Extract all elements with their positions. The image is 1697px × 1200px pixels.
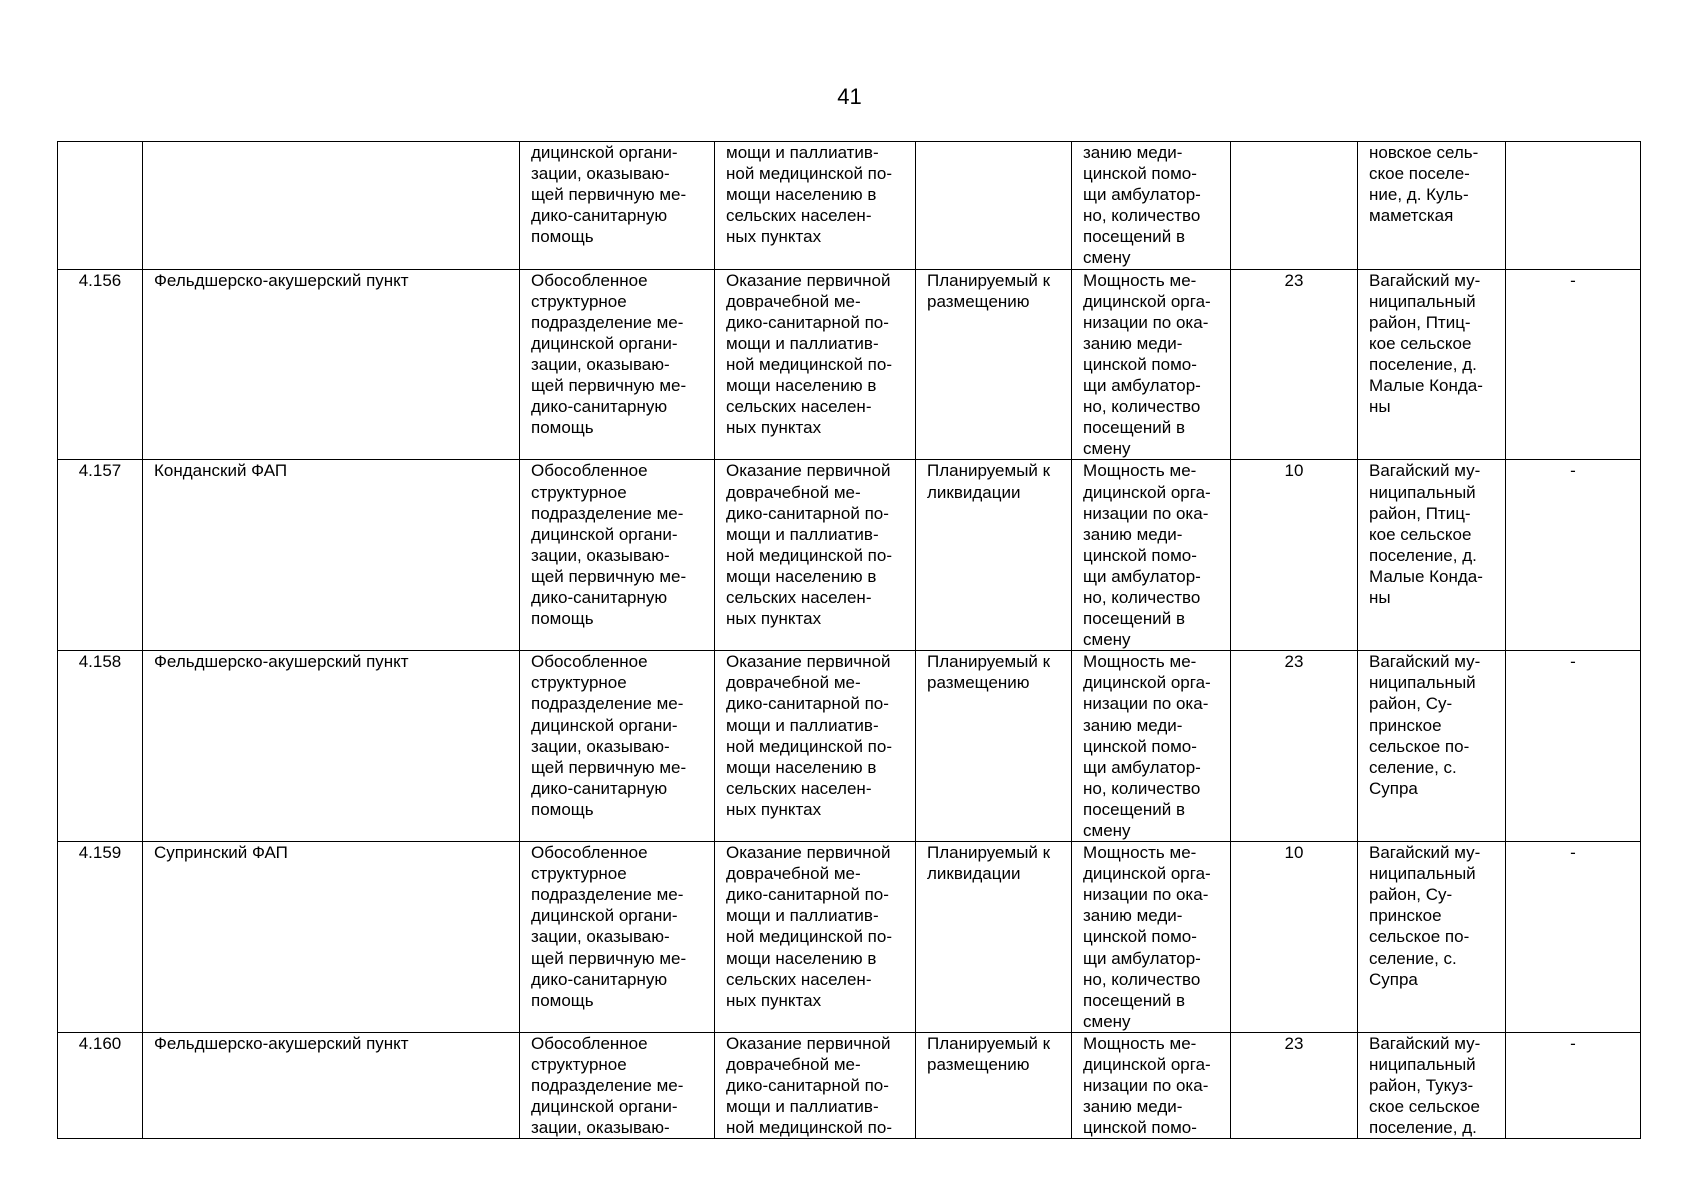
cell-characteristic: Мощность ме- дицинской орга- низации по ока- занию меди- цинской помо- щи амбулатор- но, количество посещений в смену [1072,651,1231,842]
cell-location: Вагайский му- ниципальный район, Птиц- кое сельское поселение, д. Малые Конда- ны [1358,269,1506,460]
table-row-continuation [58,142,1641,270]
cell-type: Обособленное структурное подразделение ме- дицинской органи- зации, оказываю- щей первичную ме- дико-санитарную помощь [520,269,715,460]
cell-location: Вагайский му- ниципальный район, Птиц- кое сельское поселение, д. Малые Конда- ны [1358,460,1506,651]
cell-note [1506,142,1641,270]
facilities-table [57,141,1641,1139]
cell-characteristic: Мощность ме- дицинской орга- низации по ока- занию меди- цинской помо- щи амбулатор- но, количество посещений в смену [1072,269,1231,460]
cell-purpose: Оказание первичной доврачебной ме- дико-санитарной по- мощи и паллиатив- ной медицинской по- мощи населению в сельских населен- ных пунктах [715,651,916,842]
cell-number: 4.158 [58,651,143,842]
cell-characteristic: Мощность ме- дицинской орга- низации по ока- занию меди- цинской помо- щи амбулатор- но, количество посещений в смену [1072,842,1231,1033]
cell-location: Вагайский му- ниципальный район, Су- принское сельское по- селение, с. Супра [1358,842,1506,1033]
table-row [58,269,1641,460]
cell-name [143,142,520,270]
table-row [58,460,1641,651]
cell-characteristic: занию меди- цинской помо- щи амбулатор- но, количество посещений в смену [1072,142,1231,270]
table-row [58,842,1641,1033]
cell-note: - [1506,460,1641,651]
cell-status: Планируемый к размещению [916,1032,1072,1138]
cell-purpose: Оказание первичной доврачебной ме- дико-санитарной по- мощи и паллиатив- ной медицинской по- [715,1032,916,1138]
page-number: 41 [837,84,862,109]
cell-name: Фельдшерско-акушерский пункт [143,1032,520,1138]
cell-name: Конданский ФАП [143,460,520,651]
cell-note: - [1506,651,1641,842]
cell-status: Планируемый к ликвидации [916,842,1072,1033]
cell-type: Обособленное структурное подразделение ме- дицинской органи- зации, оказываю- [520,1032,715,1138]
table-row [58,651,1641,842]
cell-capacity: 23 [1231,1032,1358,1138]
cell-name: Супринский ФАП [143,842,520,1033]
cell-capacity [1231,142,1358,270]
cell-name: Фельдшерско-акушерский пункт [143,651,520,842]
table-row [58,1032,1641,1138]
cell-capacity: 10 [1231,842,1358,1033]
cell-capacity: 23 [1231,651,1358,842]
cell-characteristic: Мощность ме- дицинской орга- низации по ока- занию меди- цинской помо- щи амбулатор- но, количество посещений в смену [1072,460,1231,651]
cell-note: - [1506,842,1641,1033]
cell-location: новское сель- ское поселе- ние, д. Куль- маметская [1358,142,1506,270]
cell-note: - [1506,1032,1641,1138]
cell-type: дицинской органи- зации, оказываю- щей первичную ме- дико-санитарную помощь [520,142,715,270]
cell-number: 4.156 [58,269,143,460]
cell-number: 4.160 [58,1032,143,1138]
cell-type: Обособленное структурное подразделение ме- дицинской органи- зации, оказываю- щей первичную ме- дико-санитарную помощь [520,460,715,651]
cell-purpose: Оказание первичной доврачебной ме- дико-санитарной по- мощи и паллиатив- ной медицинской по- мощи населению в сельских населен- ных пунктах [715,842,916,1033]
cell-purpose: мощи и паллиатив- ной медицинской по- мощи населению в сельских населен- ных пунктах [715,142,916,270]
cell-location: Вагайский му- ниципальный район, Су- принское сельское по- селение, с. Супра [1358,651,1506,842]
cell-number: 4.157 [58,460,143,651]
cell-purpose: Оказание первичной доврачебной ме- дико-санитарной по- мощи и паллиатив- ной медицинской по- мощи населению в сельских населен- ных пунктах [715,269,916,460]
cell-capacity: 23 [1231,269,1358,460]
cell-status: Планируемый к размещению [916,269,1072,460]
cell-type: Обособленное структурное подразделение ме- дицинской органи- зации, оказываю- щей первичную ме- дико-санитарную помощь [520,651,715,842]
cell-note: - [1506,269,1641,460]
cell-number [58,142,143,270]
cell-name: Фельдшерско-акушерский пункт [143,269,520,460]
cell-status [916,142,1072,270]
cell-characteristic: Мощность ме- дицинской орга- низации по ока- занию меди- цинской помо- [1072,1032,1231,1138]
cell-number: 4.159 [58,842,143,1033]
cell-type: Обособленное структурное подразделение ме- дицинской органи- зации, оказываю- щей первичную ме- дико-санитарную помощь [520,842,715,1033]
cell-purpose: Оказание первичной доврачебной ме- дико-санитарной по- мощи и паллиатив- ной медицинской по- мощи населению в сельских населен- ных пунктах [715,460,916,651]
cell-status: Планируемый к ликвидации [916,460,1072,651]
cell-status: Планируемый к размещению [916,651,1072,842]
cell-location: Вагайский му- ниципальный район, Тукуз- ское сельское поселение, д. [1358,1032,1506,1138]
cell-capacity: 10 [1231,460,1358,651]
